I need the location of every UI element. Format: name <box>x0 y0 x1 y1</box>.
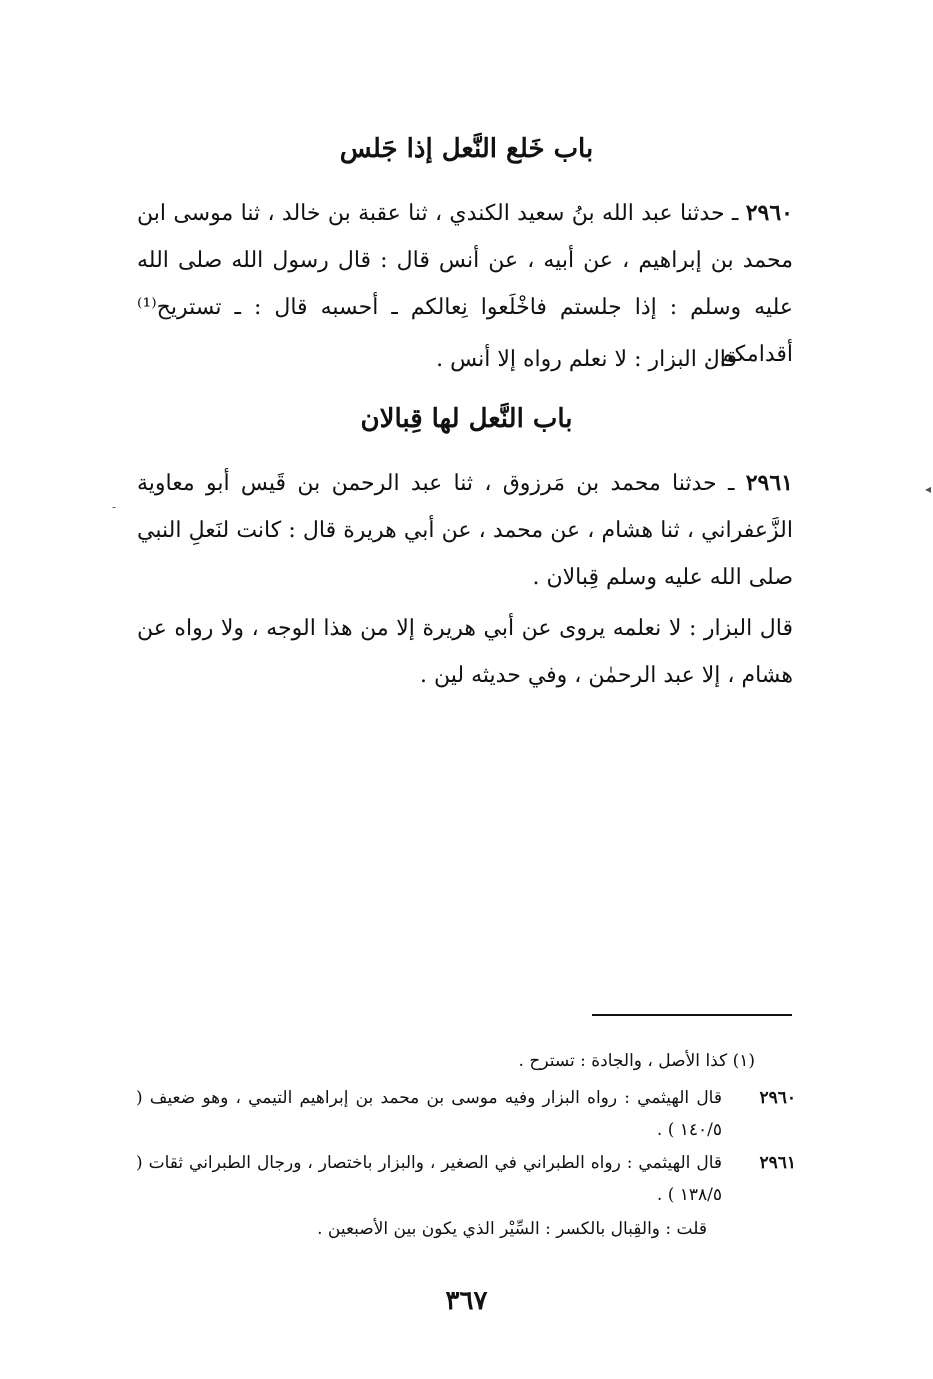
bazzar-note-2960: قال البزار : لا نعلم رواه إلا أنس . <box>436 347 737 372</box>
bazzar-note-2961: قال البزار : لا نعلمه يروى عن أبي هريرة إلا من هذا الوجه ، ولا رواه عن هشام ، إلا عبد الرحمٰن ، وفي حديثه لين . <box>137 616 793 688</box>
footnote-2960 <box>136 1082 796 1146</box>
footnote-text: قال الهيثمي : رواه البزار وفيه موسى بن محمد بن إبراهيم التيمي ، وهو ضعيف ( ١٤٠/٥ ) . <box>136 1088 722 1140</box>
chapter-heading-1: باب خَلع النَّعل إذا جَلس <box>339 134 594 164</box>
scan-mark: ◂ <box>925 482 932 496</box>
page-number: ٣٦٧ <box>445 1286 488 1316</box>
hadith-number: ٢٩٦١ <box>745 470 793 496</box>
footnote-1: (١) كذا الأصل ، والجادة : تسترح . <box>518 1051 755 1071</box>
chapter-heading-2: باب النَّعل لها قِبالان <box>360 404 573 434</box>
footnote-text: قال الهيثمي : رواه الطبراني في الصغير ، والبزار باختصار ، ورجال الطبراني ثقات ( ١٣٨/٥ ) . <box>136 1153 722 1205</box>
hadith-number: ٢٩٦٠ <box>745 200 793 226</box>
hadith-text: ـ حدثنا عبد الله بنُ سعيد الكندي ، ثنا عقبة بن خالد ، ثنا موسى ابن محمد بن إبراهيم ، عن أبيه ، عن أنس قال : قال رسول الله صلى الله عليه وسلم : إذا جلستم فاخْلَعوا نِعالكم ـ أحسبه قال : ـ تستريح⁽¹⁾ أقدامكم . <box>137 201 793 367</box>
footnote-number: ٢٩٦١ <box>759 1153 796 1173</box>
footnote-2961 <box>136 1147 796 1211</box>
scan-mark: - <box>112 500 117 514</box>
footnote-number: ٢٩٦٠ <box>759 1088 796 1108</box>
footnote-qultu: قلت : والقِبال بالكسر : السِّيْر الذي يكون بين الأصبعين . <box>317 1219 707 1239</box>
hadith-text: ـ حدثنا محمد بن مَرزوق ، ثنا عبد الرحمن بن قَيس أبو معاوية الزَّعفراني ، ثنا هشام ، عن محمد ، عن أبي هريرة قال : كانت لنَعلِ النبي صلى الله عليه وسلم قِبالان . <box>137 471 793 590</box>
footnote-divider <box>592 1014 792 1016</box>
hadith-2961 <box>137 460 793 601</box>
